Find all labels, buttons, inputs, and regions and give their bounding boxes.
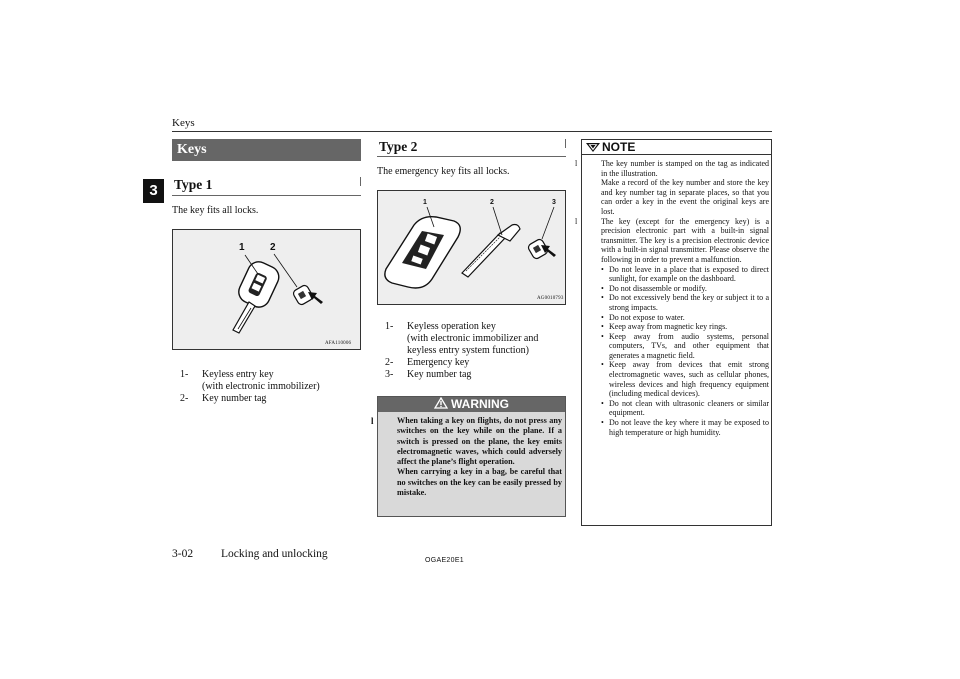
type1-legend (180, 369, 361, 405)
figure-code: AFA110006 (325, 341, 352, 346)
list-item-continuation: (with electronic immobilizer) (202, 381, 320, 392)
callout-2: 2 (270, 242, 276, 253)
bullet-icon: l (575, 216, 578, 226)
running-title: Keys (172, 117, 195, 129)
warning-paragraph: When carrying a key in a bag, be careful that no switches on the key can be easily pressed by mistake. (397, 467, 562, 498)
keyless-entry-key-illustration (173, 230, 360, 349)
figure-code: AG0010793 (537, 296, 564, 301)
chapter-tab: 3 (143, 179, 164, 203)
note-subitem: • Keep away from audio systems, personal computers, TVs, and other equipment that generates a magnetic field. (601, 331, 769, 360)
list-item: 2- Key number tag (180, 393, 267, 404)
warning-box (371, 396, 566, 517)
warning-text (371, 416, 562, 498)
note-subitem: • Do not leave in a place that is exposed to direct sunlight, for example on the dashboard. (601, 264, 769, 284)
type1-rule (172, 195, 361, 196)
note-label: NOTE (602, 140, 636, 154)
note-subitem: • Do not clean with ultrasonic cleaners or similar equipment. (601, 398, 769, 418)
callout-1: 1 (239, 242, 245, 253)
note-subitem: • Do not expose to water. (601, 312, 685, 322)
list-item: 2- Emergency key (385, 357, 470, 368)
note-box (575, 139, 772, 526)
list-item: 1- Keyless operation key (385, 321, 496, 332)
type1-figure (172, 229, 361, 350)
bullet-icon: l (575, 159, 578, 168)
note-text (575, 159, 769, 437)
header-rule (172, 131, 772, 132)
warning-header (378, 397, 565, 412)
list-item: 3- Key number tag (385, 369, 472, 380)
note-subitem: • Do not leave the key where it may be exposed to high temperature or high humidity. (601, 418, 769, 437)
type2-title: Type 2 (379, 139, 418, 154)
bullet-icon: l (371, 416, 374, 426)
note-subitem: • Do not disassemble or modify. (601, 283, 707, 293)
note-item: l The key number is stamped on the tag as indicated in the illustration. Make a record of the key number and store the key and key number tag in separate places, so that you can order a key in the event the original keys are lost. (575, 159, 769, 216)
warning-triangle-icon (434, 397, 448, 409)
list-item-continuation: (with electronic immobilizer and keyless entry system function) (407, 333, 539, 356)
warning-label: WARNING (451, 397, 509, 411)
type2-intro: The emergency key fits all locks. (377, 166, 510, 177)
callout-2: 2 (490, 199, 494, 206)
document-code: OGAE20E1 (425, 557, 464, 564)
type1-rule-tick (360, 177, 361, 186)
keyless-operation-key-illustration (378, 191, 565, 304)
note-header (582, 140, 771, 155)
keys-heading: Keys (172, 139, 361, 161)
note-subitem: • Do not excessively bend the key or subject it to a strong impacts. (601, 293, 769, 312)
type1-title: Type 1 (174, 177, 213, 192)
section-name: Locking and unlocking (221, 548, 328, 560)
callout-1: 1 (423, 199, 427, 206)
type2-rule (377, 156, 566, 157)
type2-figure (377, 190, 566, 305)
pencil-icon (585, 141, 601, 153)
callout-3: 3 (552, 199, 556, 206)
page-number: 3-02 (172, 548, 194, 560)
list-item: 1- Keyless entry key (180, 369, 274, 380)
type1-intro: The key fits all locks. (172, 205, 259, 216)
note-subitem: • Keep away from devices that emit strong electromagnetic waves, such as cellular phones, wireless devices and high frequency equipment (including medical devices). (601, 360, 769, 399)
note-item: l The key (except for the emergency key) is a precision electronic part with a built-in signal transmitter. The key is a precision electronic device with a built-in signal transmitter. Please observe the following in order to prevent a malfunction. (575, 216, 769, 264)
warning-paragraph: When taking a key on flights, do not press any switches on the key while on the plane. If a switch is pressed on the plane, the key emits electromagnetic waves, which could adversely affect the plane’s flight operation. (397, 416, 562, 467)
note-subitem: • Keep away from magnetic key rings. (601, 322, 728, 332)
type2-legend (385, 321, 568, 381)
type2-rule-tick (565, 139, 566, 148)
